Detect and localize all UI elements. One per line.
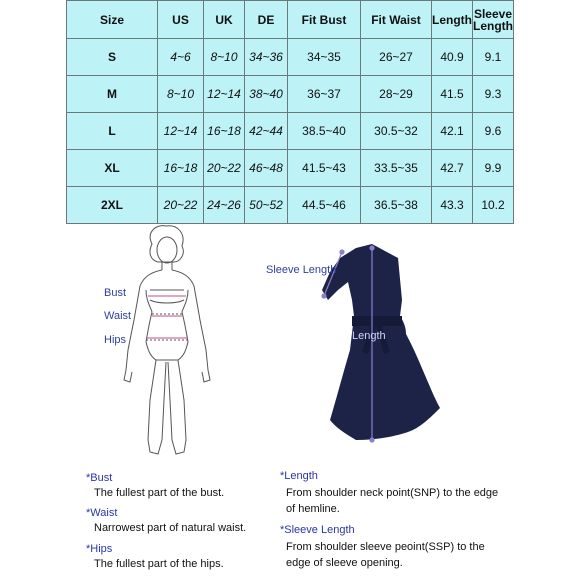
table-cell: 8~10: [158, 76, 204, 113]
table-cell: 38~40: [245, 76, 288, 113]
header-length: Length: [432, 1, 473, 39]
header-uk: UK: [204, 1, 245, 39]
table-cell: 28~29: [361, 76, 432, 113]
table-cell: 16~18: [158, 150, 204, 187]
body-measure-lines: [146, 296, 188, 338]
legend-length-term: *Length: [280, 470, 318, 482]
table-cell: L: [67, 113, 158, 150]
table-cell: 16~18: [204, 113, 245, 150]
header-de: DE: [245, 1, 288, 39]
table-cell: 40.9: [432, 39, 473, 76]
table-cell: 42.7: [432, 150, 473, 187]
legend-hips-desc: The fullest part of the hips.: [94, 558, 224, 570]
header-size: Size: [67, 1, 158, 39]
legend-length: [280, 470, 510, 517]
table-cell: 20~22: [158, 187, 204, 224]
legend-sleeve-length-term: *Sleeve Length: [280, 524, 355, 536]
table-cell: 42~44: [245, 113, 288, 150]
table-cell: 36~37: [288, 76, 361, 113]
sleeve-length-label: Sleeve Length: [266, 264, 337, 276]
table-cell: 33.5~35: [361, 150, 432, 187]
table-cell: XL: [67, 150, 158, 187]
legend-sleeve-length-desc: From shoulder sleeve peoint(SSP) to the edge of sleeve opening.: [286, 541, 485, 569]
header-sleeve-length: Sleeve Length: [473, 1, 514, 39]
table-cell: 9.6: [473, 113, 514, 150]
table-cell: 8~10: [204, 39, 245, 76]
table-cell: 34~35: [288, 39, 361, 76]
legend-waist-term: *Waist: [86, 507, 118, 519]
table-cell: 20~22: [204, 150, 245, 187]
table-cell: 43.3: [432, 187, 473, 224]
table-cell: 4~6: [158, 39, 204, 76]
legend-waist-desc: Narrowest part of natural waist.: [94, 522, 247, 534]
table-cell: 41.5~43: [288, 150, 361, 187]
bust-label: Bust: [104, 287, 127, 299]
header-us: US: [158, 1, 204, 39]
table-cell: 36.5~38: [361, 187, 432, 224]
table-cell: 50~52: [245, 187, 288, 224]
table-cell: 26~27: [361, 39, 432, 76]
header-fit-waist: Fit Waist: [361, 1, 432, 39]
table-cell: S: [67, 39, 158, 76]
table-cell: 44.5~46: [288, 187, 361, 224]
table-cell: 9.9: [473, 150, 514, 187]
waist-label: Waist: [104, 310, 132, 322]
table-cell: 10.2: [473, 187, 514, 224]
table-cell: 34~36: [245, 39, 288, 76]
table-cell: 9.3: [473, 76, 514, 113]
legend-bust-desc: The fullest part of the bust.: [94, 487, 225, 499]
table-cell: 42.1: [432, 113, 473, 150]
legend-waist: [86, 507, 246, 534]
table-cell: M: [67, 76, 158, 113]
table-cell: 12~14: [204, 76, 245, 113]
header-fit-bust: Fit Bust: [288, 1, 361, 39]
table-cell: 24~26: [204, 187, 245, 224]
legend-hips: [86, 543, 224, 570]
hips-label: Hips: [104, 334, 127, 346]
table-cell: 41.5: [432, 76, 473, 113]
length-label: Length: [352, 330, 386, 342]
body-outline-figure: [124, 226, 210, 454]
table-cell: 2XL: [67, 187, 158, 224]
legend-hips-term: *Hips: [86, 543, 113, 555]
table-cell: 46~48: [245, 150, 288, 187]
table-cell: 30.5~32: [361, 113, 432, 150]
table-cell: 12~14: [158, 113, 204, 150]
legend-length-desc: From shoulder neck point(SNP) to the edge of hemline.: [286, 487, 499, 515]
table-cell: 38.5~40: [288, 113, 361, 150]
table-cell: 9.1: [473, 39, 514, 76]
dress-figure: [322, 244, 440, 440]
legend-sleeve-length: [280, 524, 510, 571]
legend-bust-term: *Bust: [86, 472, 113, 484]
legend-bust: [86, 472, 224, 499]
